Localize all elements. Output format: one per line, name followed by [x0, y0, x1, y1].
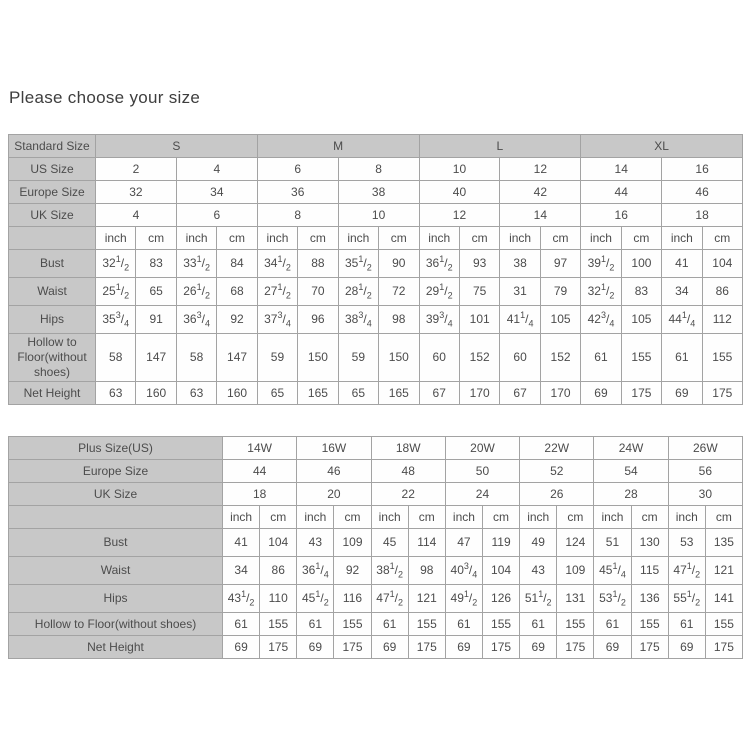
unit-cell: inch [668, 506, 705, 529]
measurement-value-cell: 175 [631, 636, 668, 659]
measurement-value-cell: 61 [668, 613, 705, 636]
measurement-value-cell: 96 [298, 306, 338, 334]
row-label-cell: Waist [9, 557, 223, 585]
size-value-cell: 14W [223, 437, 297, 460]
size-value-cell: 4 [176, 158, 257, 181]
measurement-value-cell: $45^1/_4$ [594, 557, 631, 585]
measurement-value-cell: 61 [371, 613, 408, 636]
measurement-value-cell: 84 [217, 250, 257, 278]
size-value-cell: 26W [668, 437, 742, 460]
measurement-value-cell: $43^1/_2$ [223, 585, 260, 613]
measurement-value-cell: 61 [297, 613, 334, 636]
unit-cell: cm [705, 506, 742, 529]
size-value-cell: 42 [500, 181, 581, 204]
measurement-value-cell: 160 [217, 382, 257, 405]
measurement-value-cell: 109 [557, 557, 594, 585]
measurement-value-cell: 116 [334, 585, 371, 613]
measurement-value-cell: 175 [334, 636, 371, 659]
size-conversion-row [9, 181, 743, 204]
measurement-value-cell: $37^3/_4$ [257, 306, 297, 334]
measurement-value-cell: 63 [96, 382, 136, 405]
measurement-value-cell: 53 [668, 529, 705, 557]
measurement-value-cell: 41 [223, 529, 260, 557]
size-value-cell: 32 [96, 181, 177, 204]
measurement-value-cell: 175 [557, 636, 594, 659]
measurement-value-cell: $34^1/_2$ [257, 250, 297, 278]
measurement-value-cell: $39^1/_2$ [581, 250, 621, 278]
standard-size-table [8, 134, 743, 405]
measurement-value-cell: $32^1/_2$ [581, 278, 621, 306]
measurement-value-cell: $51^1/_2$ [520, 585, 557, 613]
unit-cell: cm [217, 227, 257, 250]
measurement-value-cell: 155 [260, 613, 297, 636]
size-value-cell: 28 [594, 483, 668, 506]
unit-row-label-cell [9, 227, 96, 250]
measurement-value-cell: $49^1/_2$ [445, 585, 482, 613]
row-label-cell: Hollow to Floor(without shoes) [9, 613, 223, 636]
measurement-value-cell: 109 [334, 529, 371, 557]
unit-cell: cm [260, 506, 297, 529]
unit-cell: inch [338, 227, 378, 250]
measurement-value-cell: 67 [419, 382, 459, 405]
row-label-cell: Bust [9, 250, 96, 278]
size-group-cell: L [419, 135, 581, 158]
measurement-value-cell: 135 [705, 529, 742, 557]
size-value-cell: 40 [419, 181, 500, 204]
measurement-value-cell: $36^3/_4$ [176, 306, 216, 334]
measurement-value-cell: 75 [459, 278, 499, 306]
measurement-value-cell: 69 [668, 636, 705, 659]
size-value-cell: 26 [520, 483, 594, 506]
measurement-value-cell: $38^1/_2$ [371, 557, 408, 585]
measurement-value-cell: 45 [371, 529, 408, 557]
row-label-cell: Net Height [9, 636, 223, 659]
measurement-value-cell: 69 [581, 382, 621, 405]
measurement-value-cell: 97 [540, 250, 580, 278]
measurement-value-cell: 150 [379, 334, 419, 382]
unit-row-label-cell [9, 506, 223, 529]
measurement-value-cell: 101 [459, 306, 499, 334]
measurement-value-cell: 100 [621, 250, 661, 278]
measurement-value-cell: 68 [217, 278, 257, 306]
size-value-cell: 12 [500, 158, 581, 181]
measurement-value-cell: 98 [379, 306, 419, 334]
measurement-value-cell: 91 [136, 306, 176, 334]
unit-cell: cm [540, 227, 580, 250]
measurement-value-cell: 155 [631, 613, 668, 636]
measurement-value-cell: 155 [334, 613, 371, 636]
measurement-value-cell: 58 [176, 334, 216, 382]
measurement-value-cell: 83 [136, 250, 176, 278]
measurement-value-cell: 47 [445, 529, 482, 557]
row-label-cell: Hips [9, 306, 96, 334]
measurement-value-cell: 61 [223, 613, 260, 636]
measurement-row [9, 557, 743, 585]
size-value-cell: 6 [257, 158, 338, 181]
measurement-value-cell: $55^1/_2$ [668, 585, 705, 613]
measurement-value-cell: 155 [702, 334, 742, 382]
row-label-cell: Bust [9, 529, 223, 557]
unit-cell: inch [96, 227, 136, 250]
measurement-value-cell: $42^3/_4$ [581, 306, 621, 334]
measurement-value-cell: 61 [662, 334, 702, 382]
size-value-cell: 56 [668, 460, 742, 483]
size-value-cell: 48 [371, 460, 445, 483]
unit-cell: inch [257, 227, 297, 250]
unit-cell: inch [581, 227, 621, 250]
size-value-cell: 38 [338, 181, 419, 204]
measurement-value-cell: 115 [631, 557, 668, 585]
size-conversion-row [9, 437, 743, 460]
unit-cell: cm [621, 227, 661, 250]
size-value-cell: 22 [371, 483, 445, 506]
measurement-value-cell: 69 [445, 636, 482, 659]
measurement-value-cell: 126 [482, 585, 519, 613]
measurement-value-cell: 67 [500, 382, 540, 405]
measurement-row [9, 636, 743, 659]
measurement-value-cell: 110 [260, 585, 297, 613]
measurement-value-cell: 43 [520, 557, 557, 585]
measurement-value-cell: 65 [136, 278, 176, 306]
size-value-cell: 14 [500, 204, 581, 227]
measurement-value-cell: 141 [705, 585, 742, 613]
measurement-value-cell: 130 [631, 529, 668, 557]
measurement-value-cell: $45^1/_2$ [297, 585, 334, 613]
plus-size-table [8, 436, 743, 659]
size-group-cell: M [257, 135, 419, 158]
unit-cell: cm [557, 506, 594, 529]
measurement-value-cell: 34 [223, 557, 260, 585]
measurement-value-cell: 131 [557, 585, 594, 613]
size-value-cell: 36 [257, 181, 338, 204]
size-value-cell: 52 [520, 460, 594, 483]
measurement-value-cell: $27^1/_2$ [257, 278, 297, 306]
measurement-value-cell: 121 [705, 557, 742, 585]
measurement-value-cell: $40^3/_4$ [445, 557, 482, 585]
measurement-value-cell: $28^1/_2$ [338, 278, 378, 306]
measurement-value-cell: 60 [419, 334, 459, 382]
measurement-value-cell: 136 [631, 585, 668, 613]
row-label-cell: UK Size [9, 204, 96, 227]
unit-cell: inch [297, 506, 334, 529]
row-label-cell: US Size [9, 158, 96, 181]
measurement-value-cell: 65 [338, 382, 378, 405]
measurement-value-cell: 59 [338, 334, 378, 382]
row-label-cell: Waist [9, 278, 96, 306]
row-label-cell: UK Size [9, 483, 223, 506]
measurement-value-cell: 105 [540, 306, 580, 334]
measurement-value-cell: $47^1/_2$ [668, 557, 705, 585]
size-value-cell: 14 [581, 158, 662, 181]
size-value-cell: 24 [445, 483, 519, 506]
size-conversion-row [9, 158, 743, 181]
measurement-value-cell: 175 [260, 636, 297, 659]
measurement-value-cell: 72 [379, 278, 419, 306]
measurement-value-cell: 61 [581, 334, 621, 382]
unit-cell: cm [459, 227, 499, 250]
size-conversion-row [9, 460, 743, 483]
size-value-cell: 6 [176, 204, 257, 227]
size-group-cell: S [96, 135, 258, 158]
measurement-value-cell: 175 [705, 636, 742, 659]
unit-cell: cm [408, 506, 445, 529]
row-label-cell: Hips [9, 585, 223, 613]
measurement-row [9, 613, 743, 636]
size-value-cell: 50 [445, 460, 519, 483]
size-value-cell: 4 [96, 204, 177, 227]
unit-cell: inch [500, 227, 540, 250]
row-label-cell: Net Height [9, 382, 96, 405]
measurement-value-cell: 60 [500, 334, 540, 382]
measurement-row [9, 529, 743, 557]
measurement-row [9, 278, 743, 306]
measurement-value-cell: 155 [705, 613, 742, 636]
measurement-value-cell: 155 [621, 334, 661, 382]
unit-cell: cm [702, 227, 742, 250]
measurement-value-cell: $25^1/_2$ [96, 278, 136, 306]
measurement-value-cell: 152 [459, 334, 499, 382]
measurement-value-cell: 63 [176, 382, 216, 405]
measurement-value-cell: 147 [217, 334, 257, 382]
measurement-value-cell: $35^1/_2$ [338, 250, 378, 278]
size-value-cell: 12 [419, 204, 500, 227]
measurement-value-cell: $35^3/_4$ [96, 306, 136, 334]
measurement-value-cell: 61 [520, 613, 557, 636]
measurement-value-cell: 41 [662, 250, 702, 278]
unit-cell: cm [379, 227, 419, 250]
measurement-value-cell: 112 [702, 306, 742, 334]
size-value-cell: 10 [338, 204, 419, 227]
measurement-value-cell: $44^1/_4$ [662, 306, 702, 334]
measurement-value-cell: 90 [379, 250, 419, 278]
unit-row [9, 506, 743, 529]
measurement-value-cell: 104 [482, 557, 519, 585]
measurement-value-cell: 104 [702, 250, 742, 278]
measurement-row [9, 585, 743, 613]
size-conversion-row [9, 483, 743, 506]
measurement-value-cell: $53^1/_2$ [594, 585, 631, 613]
measurement-value-cell: 119 [482, 529, 519, 557]
size-value-cell: 46 [297, 460, 371, 483]
measurement-value-cell: 34 [662, 278, 702, 306]
size-value-cell: 46 [662, 181, 743, 204]
corner-label-cell: Standard Size [9, 135, 96, 158]
measurement-row [9, 382, 743, 405]
row-label-cell: Europe Size [9, 460, 223, 483]
unit-cell: cm [482, 506, 519, 529]
size-conversion-row [9, 204, 743, 227]
measurement-value-cell: 61 [594, 613, 631, 636]
measurement-value-cell: 51 [594, 529, 631, 557]
measurement-value-cell: 83 [621, 278, 661, 306]
measurement-value-cell: 98 [408, 557, 445, 585]
size-value-cell: 34 [176, 181, 257, 204]
measurement-value-cell: 170 [540, 382, 580, 405]
measurement-value-cell: 69 [223, 636, 260, 659]
measurement-value-cell: 92 [217, 306, 257, 334]
measurement-value-cell: $38^3/_4$ [338, 306, 378, 334]
measurement-row [9, 334, 743, 382]
measurement-value-cell: 65 [257, 382, 297, 405]
size-value-cell: 44 [223, 460, 297, 483]
measurement-value-cell: 49 [520, 529, 557, 557]
measurement-row [9, 306, 743, 334]
size-value-cell: 10 [419, 158, 500, 181]
measurement-value-cell: 165 [379, 382, 419, 405]
unit-cell: inch [594, 506, 631, 529]
measurement-value-cell: 69 [520, 636, 557, 659]
size-value-cell: 18 [662, 204, 743, 227]
row-label-cell: Plus Size(US) [9, 437, 223, 460]
measurement-value-cell: 114 [408, 529, 445, 557]
measurement-value-cell: 160 [136, 382, 176, 405]
size-value-cell: 20W [445, 437, 519, 460]
measurement-row [9, 250, 743, 278]
unit-cell: cm [631, 506, 668, 529]
unit-cell: inch [176, 227, 216, 250]
measurement-value-cell: $29^1/_2$ [419, 278, 459, 306]
measurement-value-cell: 175 [702, 382, 742, 405]
measurement-value-cell: 165 [298, 382, 338, 405]
measurement-value-cell: 155 [557, 613, 594, 636]
measurement-value-cell: 61 [445, 613, 482, 636]
unit-cell: inch [223, 506, 260, 529]
measurement-value-cell: 155 [482, 613, 519, 636]
size-value-cell: 44 [581, 181, 662, 204]
measurement-value-cell: $26^1/_2$ [176, 278, 216, 306]
size-value-cell: 24W [594, 437, 668, 460]
measurement-value-cell: $36^1/_2$ [419, 250, 459, 278]
unit-cell: inch [662, 227, 702, 250]
measurement-value-cell: 69 [594, 636, 631, 659]
measurement-value-cell: $36^1/_4$ [297, 557, 334, 585]
measurement-value-cell: 92 [334, 557, 371, 585]
page-title: Please choose your size [9, 88, 201, 107]
measurement-value-cell: 93 [459, 250, 499, 278]
size-value-cell: 18 [223, 483, 297, 506]
unit-cell: inch [445, 506, 482, 529]
measurement-value-cell: 31 [500, 278, 540, 306]
unit-cell: inch [371, 506, 408, 529]
measurement-value-cell: 69 [371, 636, 408, 659]
size-group-header-row [9, 135, 743, 158]
measurement-value-cell: 175 [408, 636, 445, 659]
measurement-value-cell: 88 [298, 250, 338, 278]
measurement-value-cell: 43 [297, 529, 334, 557]
measurement-value-cell: 69 [662, 382, 702, 405]
size-value-cell: 18W [371, 437, 445, 460]
unit-cell: inch [419, 227, 459, 250]
measurement-value-cell: $39^3/_4$ [419, 306, 459, 334]
measurement-value-cell: $33^1/_2$ [176, 250, 216, 278]
measurement-value-cell: $41^1/_4$ [500, 306, 540, 334]
measurement-value-cell: 58 [96, 334, 136, 382]
size-value-cell: 54 [594, 460, 668, 483]
measurement-value-cell: 38 [500, 250, 540, 278]
unit-cell: cm [136, 227, 176, 250]
size-value-cell: 16 [581, 204, 662, 227]
size-group-cell: XL [581, 135, 743, 158]
size-value-cell: 16W [297, 437, 371, 460]
size-value-cell: 2 [96, 158, 177, 181]
measurement-value-cell: 175 [621, 382, 661, 405]
measurement-value-cell: 121 [408, 585, 445, 613]
size-value-cell: 30 [668, 483, 742, 506]
measurement-value-cell: 69 [297, 636, 334, 659]
measurement-value-cell: 152 [540, 334, 580, 382]
size-value-cell: 8 [257, 204, 338, 227]
measurement-value-cell: 147 [136, 334, 176, 382]
measurement-value-cell: 86 [702, 278, 742, 306]
row-label-cell: Hollow to Floor(without shoes) [9, 334, 96, 382]
measurement-value-cell: 104 [260, 529, 297, 557]
measurement-value-cell: 105 [621, 306, 661, 334]
measurement-value-cell: 170 [459, 382, 499, 405]
unit-row [9, 227, 743, 250]
measurement-value-cell: 175 [482, 636, 519, 659]
measurement-value-cell: 155 [408, 613, 445, 636]
unit-cell: cm [334, 506, 371, 529]
unit-cell: inch [520, 506, 557, 529]
measurement-value-cell: 79 [540, 278, 580, 306]
size-value-cell: 22W [520, 437, 594, 460]
size-value-cell: 16 [662, 158, 743, 181]
measurement-value-cell: $47^1/_2$ [371, 585, 408, 613]
size-value-cell: 8 [338, 158, 419, 181]
row-label-cell: Europe Size [9, 181, 96, 204]
size-value-cell: 20 [297, 483, 371, 506]
measurement-value-cell: 124 [557, 529, 594, 557]
measurement-value-cell: $32^1/_2$ [96, 250, 136, 278]
measurement-value-cell: 86 [260, 557, 297, 585]
unit-cell: cm [298, 227, 338, 250]
measurement-value-cell: 59 [257, 334, 297, 382]
measurement-value-cell: 70 [298, 278, 338, 306]
measurement-value-cell: 150 [298, 334, 338, 382]
